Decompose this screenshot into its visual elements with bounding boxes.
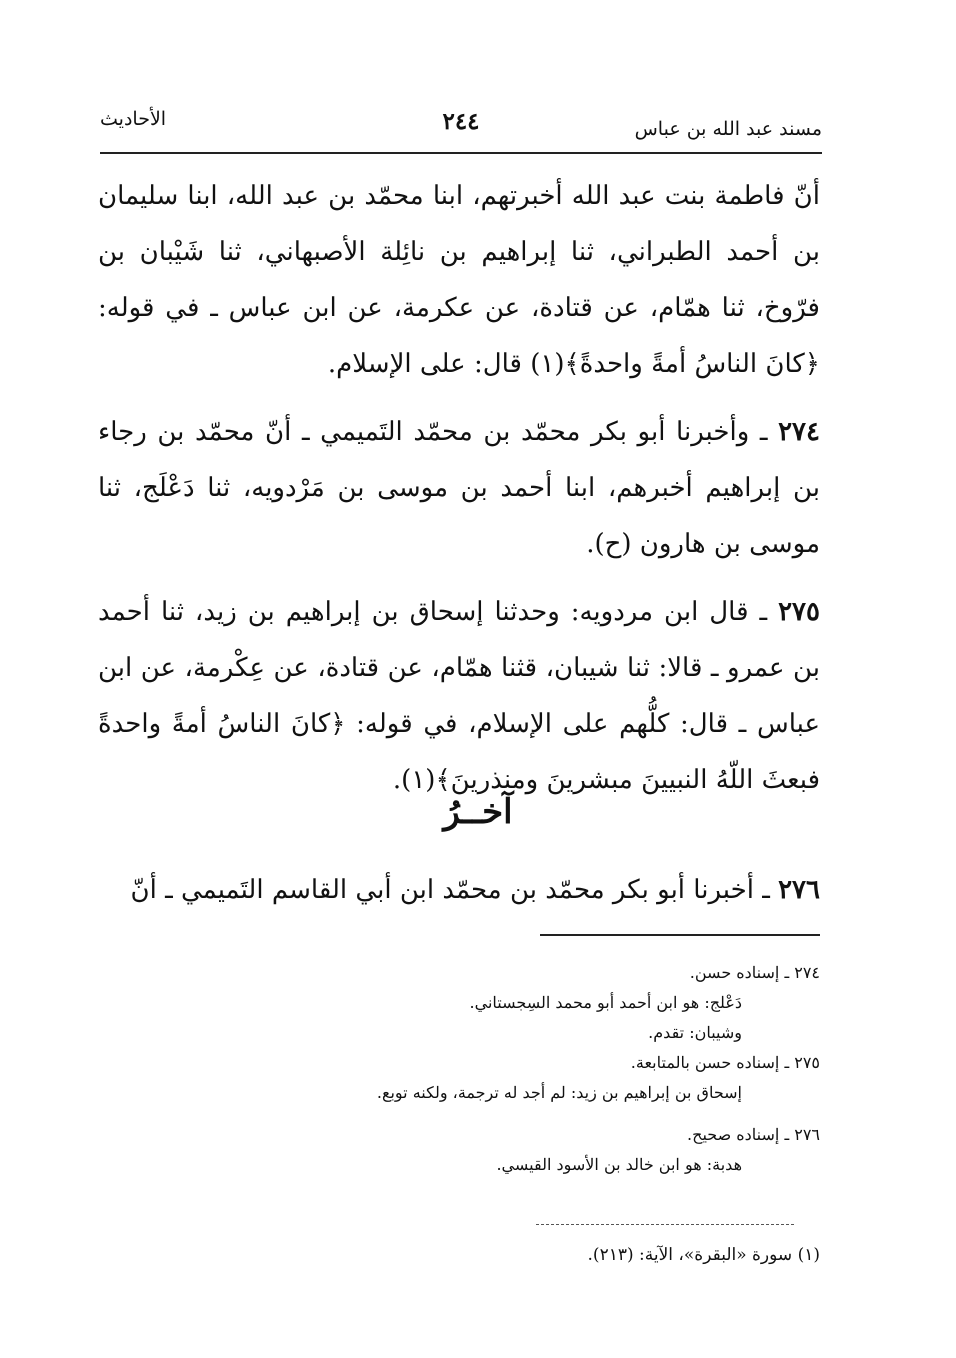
page-number: ٢٤٤	[442, 108, 480, 135]
footnote-274-grade: ٢٧٤ ـ إسناده حسن.	[689, 963, 820, 982]
footnote-276-grade: ٢٧٦ ـ إسناده صحيح.	[687, 1125, 820, 1144]
footnotes	[240, 958, 820, 1180]
hadith-275	[98, 584, 820, 808]
reference-divider	[536, 1224, 794, 1225]
hadith-number: ٢٧٥	[778, 597, 820, 627]
hadith-text: ـ أخبرنا أبو بكر محمّد بن محمّد ابن أبي القاسم التَميمي ـ أنّ	[130, 875, 779, 905]
main-text	[98, 168, 820, 808]
hadith-text: ـ قال ابن مردويه: وحدثنا إسحاق بن إبراهيم بن زيد، ثنا أحمد بن عمرو ـ قالا: ثنا شيبان، قثنا همّام، عن قتادة، عن عِكْرمة، عن ابن عباس ـ قال: كلُّهم على الإسلام، في قوله: ﴿كانَ الناسُ أمةً واحدةً فبعثَ اللّهُ النبيينَ مبشرينَ ومنذرينَ﴾(١).	[98, 597, 820, 795]
hadith-text: ـ وأخبرنا أبو بكر محمّد بن محمّد التَميمي ـ أنّ محمّد بن رجاء بن إبراهيم أخبرهم، ابنا أحمد بن موسى بن مَرْدويه، ثنا دَعْلَج، ثنا موسى بن هارون (ح).	[98, 417, 820, 559]
footnote-275-grade: ٢٧٥ ـ إسناده حسن بالمتابعة.	[630, 1053, 820, 1072]
running-header	[100, 108, 822, 154]
footnote-274-narrator: دَعْلج: هو ابن أحمد أبو محمد السِجستاني.	[469, 993, 742, 1012]
footnote-divider	[540, 934, 820, 936]
quran-reference: (١) سورة «البقرة»، الآية: (٢١٣).	[587, 1245, 820, 1265]
hadith-number: ٢٧٤	[778, 417, 820, 447]
hadith-number: ٢٧٦	[778, 875, 820, 905]
paragraph-continued: أنّ فاطمة بنت عبد الله أخبرتهم، ابنا محمّد بن عبد الله، ابنا سليمان بن أحمد الطبراني، ثنا إبراهيم بن نائِلة الأصبهاني، ثنا شَيْبان بن فرّوخ، ثنا همّام، عن قتادة، عن عكرمة، عن ابن عباس ـ في قوله: ﴿كانَ الناسُ أمةً واحدةً﴾(١) قال: على الإسلام.	[98, 181, 820, 379]
hadith-276	[98, 862, 820, 918]
footnote-276-narrator: هدبة: هو ابن خالد بن الأسود القيسي.	[496, 1155, 742, 1174]
section-heading: آخــرُ	[443, 792, 513, 832]
header-section-title: الأحاديث	[100, 108, 167, 130]
hadith-274	[98, 404, 820, 572]
header-book-title: مسند عبد الله بن عباس	[634, 118, 822, 140]
footnote-spacer	[240, 1108, 820, 1120]
footnote-275-narrator: إسحاق بن إبراهيم بن زيد: لم أجد له ترجمة، ولكنه توبع.	[376, 1083, 742, 1102]
footnote-274-narrator: وشيبان: تقدم.	[648, 1023, 742, 1042]
